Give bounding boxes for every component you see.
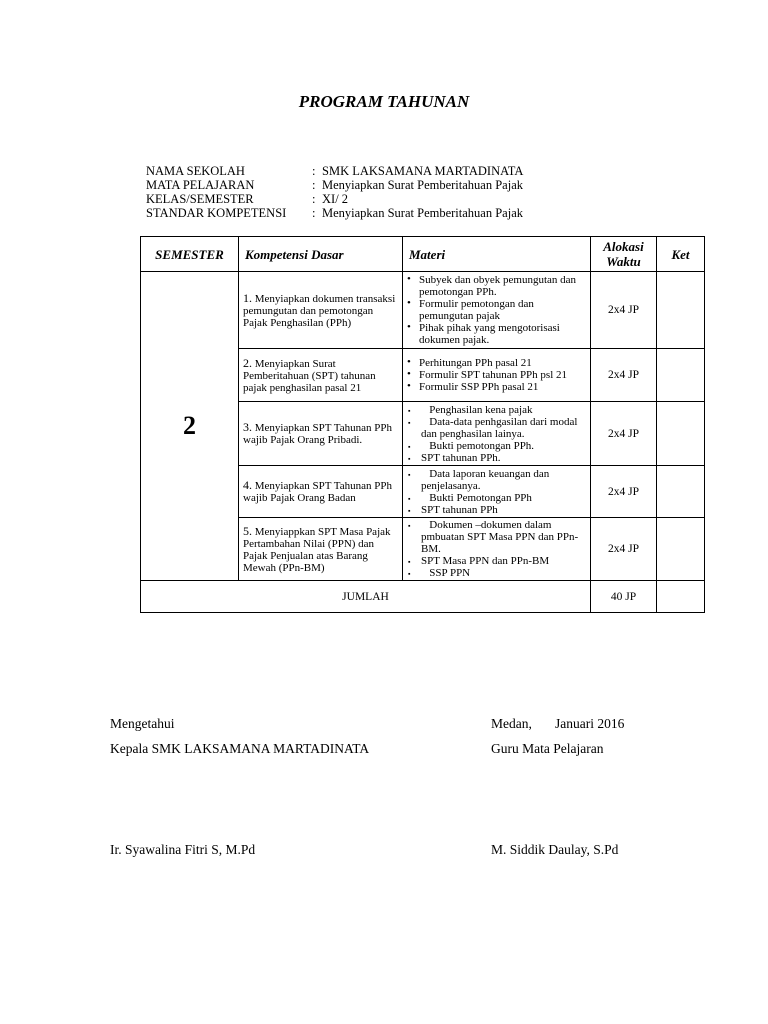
bullet-icon: • — [407, 380, 411, 392]
materi-text: Subyek dan obyek pemungutan dan pemotongan PPh. — [419, 274, 579, 298]
materi-list — [407, 404, 587, 464]
kd-text: Menyiapkan dokumen transaksi pemungutan dan pemotongan Pajak Penghasilan (PPh) — [243, 292, 396, 329]
materi-item — [407, 298, 587, 322]
bullet-icon: ▪ — [408, 406, 411, 415]
program-table — [140, 236, 705, 613]
place-label: Medan, — [491, 716, 532, 731]
bullet-icon: ▪ — [408, 470, 411, 479]
header-ket: Ket — [657, 237, 705, 272]
materi-item — [407, 404, 587, 416]
materi-list — [407, 274, 587, 346]
info-label: KELAS/SEMESTER — [146, 192, 254, 206]
bullet-icon: ▪ — [408, 570, 411, 578]
semester-cell: 2 — [141, 272, 239, 581]
kd-number: 4. — [243, 478, 252, 492]
materi-item — [407, 357, 587, 369]
info-separator: : — [312, 206, 316, 220]
materi-item — [407, 555, 587, 567]
materi-list — [407, 468, 587, 516]
alokasi-cell: 2x4 JP — [591, 272, 657, 349]
acknowledgement-label: Mengetahui — [110, 716, 175, 731]
materi-cell — [403, 349, 591, 402]
kd-cell — [239, 349, 403, 402]
header-kompetensi-dasar: Kompetensi Dasar — [239, 237, 403, 272]
header-semester: SEMESTER — [141, 237, 239, 272]
header-alokasi-waktu: Alokasi Waktu — [591, 237, 657, 272]
bullet-icon: ▪ — [408, 506, 411, 515]
info-label: STANDAR KOMPETENSI — [146, 206, 287, 220]
materi-item — [407, 369, 587, 381]
materi-text: Data-data penhgasilan dari modal dan penghasilan lainya. — [421, 415, 581, 440]
bullet-icon: • — [407, 321, 411, 333]
kd-text: Menyiapkan SPT Tahunan PPh wajib Pajak Orang Badan — [243, 480, 392, 504]
alokasi-cell: 2x4 JP — [591, 402, 657, 466]
jumlah-row — [141, 581, 705, 613]
materi-text: Formulir SSP PPh pasal 21 — [419, 381, 539, 393]
info-value: Menyiapkan Surat Pemberitahuan Pajak — [322, 206, 523, 220]
materi-list — [407, 519, 587, 579]
alokasi-cell: 2x4 JP — [591, 466, 657, 518]
materi-text: Bukti pemotongan PPh. — [421, 439, 535, 452]
principal-title: Kepala SMK LAKSAMANA MARTADINATA — [110, 741, 370, 756]
materi-text: Formulir SPT tahunan PPh psl 21 — [419, 369, 568, 381]
kd-number: 1. — [243, 290, 252, 305]
materi-text: Dokumen –dokumen dalam pmbuatan SPT Masa PPN dan PPn-BM. — [421, 519, 579, 555]
bullet-icon: ▪ — [408, 442, 411, 451]
materi-text: Data laporan keuangan dan penjelasanya. — [421, 467, 553, 492]
materi-text: SPT tahunan PPh. — [421, 451, 501, 464]
materi-item — [407, 567, 587, 579]
info-separator: : — [312, 192, 316, 206]
materi-text: SPT tahunan PPh — [421, 503, 498, 516]
info-value: XI/ 2 — [322, 192, 349, 206]
kd-text: Menyiapkan SPT Tahunan PPh wajib Pajak Orang Pribadi. — [243, 422, 392, 446]
jumlah-value: 40 JP — [591, 581, 657, 613]
materi-item — [407, 468, 587, 492]
materi-item — [407, 519, 587, 555]
teacher-name: M. Siddik Daulay, S.Pd — [491, 842, 619, 857]
alokasi-cell: 2x4 JP — [591, 349, 657, 402]
info-separator: : — [312, 164, 316, 178]
materi-item — [407, 274, 587, 298]
table-row — [141, 272, 705, 349]
materi-item — [407, 416, 587, 440]
page-title: PROGRAM TAHUNAN — [298, 92, 470, 111]
materi-text: Formulir pemotongan dan pemungutan pajak — [419, 298, 537, 322]
materi-list — [407, 357, 587, 393]
kd-text: Menyiappkan SPT Masa Pajak Pertambahan Nilai (PPN) dan Pajak Penjualan atas Barang Mewah (PPn-BM) — [243, 525, 391, 574]
kd-number: 3. — [243, 420, 252, 434]
header-materi: Materi — [403, 237, 591, 272]
bullet-icon: • — [407, 356, 411, 368]
materi-cell — [403, 518, 591, 581]
bullet-icon: ▪ — [408, 494, 411, 503]
materi-text: SPT Masa PPN dan PPn-BM — [421, 555, 550, 567]
ket-cell — [657, 349, 705, 402]
materi-text: SSP PPN — [421, 567, 471, 579]
info-value: Menyiapkan Surat Pemberitahuan Pajak — [322, 178, 523, 192]
materi-cell — [403, 466, 591, 518]
bullet-icon: • — [407, 368, 411, 380]
ket-cell — [657, 466, 705, 518]
bullet-icon: • — [407, 297, 411, 309]
bullet-icon: ▪ — [408, 522, 411, 530]
ket-cell — [657, 518, 705, 581]
kd-cell — [239, 272, 403, 349]
materi-item — [407, 504, 587, 516]
materi-text: Perhitungan PPh pasal 21 — [419, 357, 532, 369]
materi-cell — [403, 272, 591, 349]
info-separator: : — [312, 178, 316, 192]
kd-cell — [239, 402, 403, 466]
table-header-row — [141, 237, 705, 272]
kd-cell — [239, 466, 403, 518]
kd-text: Menyiapkan Surat Pemberitahuan (SPT) tahunan pajak penghasilan pasal 21 — [243, 357, 376, 394]
info-label: NAMA SEKOLAH — [146, 164, 245, 178]
materi-text: Pihak pihak yang mengotorisasi dokumen pajak. — [419, 322, 563, 346]
info-label: MATA PELAJARAN — [146, 178, 255, 192]
kd-cell — [239, 518, 403, 581]
kd-number: 5. — [243, 523, 252, 538]
ket-cell — [657, 402, 705, 466]
materi-item — [407, 322, 587, 346]
materi-text: Penghasilan kena pajak — [421, 403, 533, 416]
bullet-icon: • — [407, 273, 411, 285]
jumlah-ket-cell — [657, 581, 705, 613]
kd-number: 2. — [243, 355, 252, 370]
teacher-title: Guru Mata Pelajaran — [491, 741, 604, 756]
materi-item — [407, 440, 587, 452]
bullet-icon: ▪ — [408, 418, 411, 427]
materi-item — [407, 381, 587, 393]
date-label: Januari 2016 — [555, 716, 625, 731]
materi-cell — [403, 402, 591, 466]
info-value: SMK LAKSAMANA MARTADINATA — [322, 164, 524, 178]
jumlah-label: JUMLAH — [141, 581, 591, 613]
materi-text: Bukti Pemotongan PPh — [421, 491, 532, 504]
principal-name: Ir. Syawalina Fitri S, M.Pd — [110, 842, 256, 857]
bullet-icon: ▪ — [408, 558, 411, 566]
alokasi-cell: 2x4 JP — [591, 518, 657, 581]
ket-cell — [657, 272, 705, 349]
materi-item — [407, 492, 587, 504]
bullet-icon: ▪ — [408, 454, 411, 463]
materi-item — [407, 452, 587, 464]
